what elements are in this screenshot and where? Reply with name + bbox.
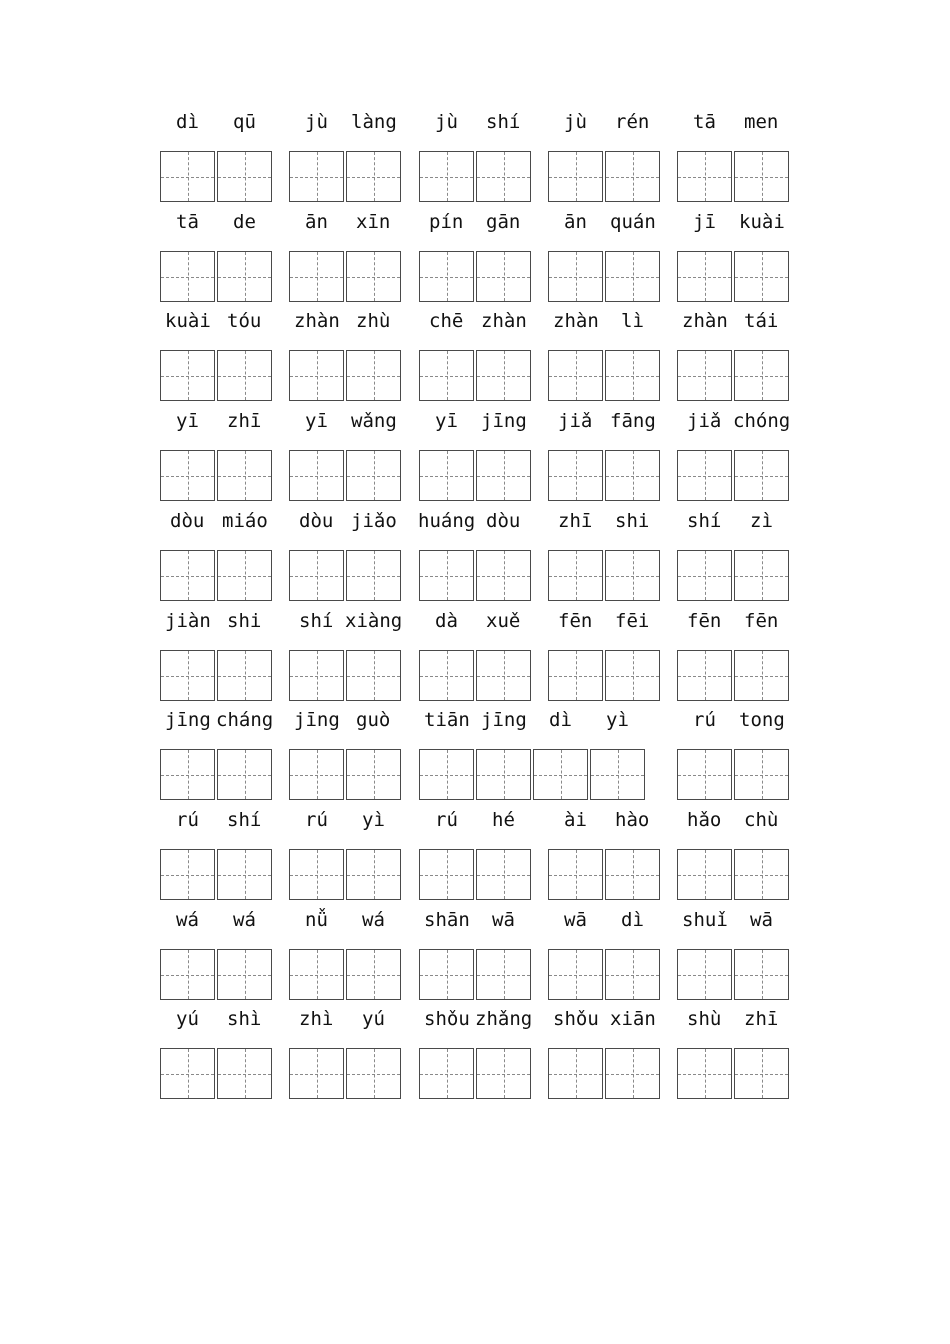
pinyin-syllable: wā: [492, 909, 515, 931]
pinyin-syllable: zhǎng: [475, 1008, 533, 1030]
writing-cell[interactable]: [217, 849, 272, 900]
pinyin-syllable: wā: [750, 909, 773, 931]
pinyin-syllable: huáng: [418, 510, 476, 532]
writing-cell[interactable]: [476, 350, 531, 401]
pinyin-syllable: zì: [750, 510, 773, 532]
pinyin-syllable: dà: [435, 610, 458, 632]
pinyin-syllable: zhī: [558, 510, 593, 532]
writing-cell[interactable]: [605, 1048, 660, 1099]
writing-cell[interactable]: [289, 251, 344, 302]
writing-cell[interactable]: [217, 151, 272, 202]
writing-cell[interactable]: [289, 550, 344, 601]
writing-cell[interactable]: [548, 949, 603, 1000]
writing-cell[interactable]: [476, 1048, 531, 1099]
writing-cell[interactable]: [605, 849, 660, 900]
pinyin-syllable: dì: [549, 709, 572, 731]
pinyin-syllable: yī: [435, 410, 458, 432]
writing-cell[interactable]: [677, 251, 732, 302]
pinyin-syllable: chóng: [733, 410, 791, 432]
pinyin-syllable: ài: [564, 809, 587, 831]
writing-cell[interactable]: [160, 450, 215, 501]
writing-cell[interactable]: [548, 350, 603, 401]
pinyin-syllable: fēn: [687, 610, 722, 632]
writing-cell[interactable]: [590, 749, 645, 800]
writing-cell[interactable]: [160, 1048, 215, 1099]
writing-cell[interactable]: [677, 749, 732, 800]
writing-cell[interactable]: [217, 650, 272, 701]
pinyin-syllable: shǒu: [553, 1008, 599, 1030]
writing-cell[interactable]: [419, 251, 474, 302]
writing-cell[interactable]: [734, 350, 789, 401]
pinyin-syllable: rú: [176, 809, 199, 831]
writing-cell[interactable]: [677, 450, 732, 501]
pinyin-syllable: shí: [687, 510, 722, 532]
pinyin-syllable: shí: [486, 111, 521, 133]
pinyin-syllable: guò: [356, 709, 391, 731]
pinyin-syllable: dòu: [299, 510, 334, 532]
pinyin-syllable: shǒu: [424, 1008, 470, 1030]
writing-cell[interactable]: [476, 949, 531, 1000]
pinyin-syllable: tā: [176, 211, 199, 233]
pinyin-syllable: shí: [299, 610, 334, 632]
pinyin-syllable: ān: [305, 211, 328, 233]
pinyin-syllable: yú: [176, 1008, 199, 1030]
pinyin-syllable: tā: [693, 111, 716, 133]
pinyin-syllable: quán: [610, 211, 656, 233]
writing-cell[interactable]: [605, 450, 660, 501]
writing-cell[interactable]: [548, 550, 603, 601]
pinyin-syllable: jù: [435, 111, 458, 133]
writing-cell[interactable]: [419, 350, 474, 401]
writing-cell[interactable]: [476, 749, 531, 800]
writing-cell[interactable]: [289, 650, 344, 701]
writing-cell[interactable]: [605, 251, 660, 302]
writing-cell[interactable]: [548, 849, 603, 900]
writing-cell[interactable]: [677, 1048, 732, 1099]
pinyin-syllable: ān: [564, 211, 587, 233]
writing-cell[interactable]: [419, 1048, 474, 1099]
pinyin-syllable: tong: [739, 709, 785, 731]
pinyin-syllable: jīng: [481, 410, 527, 432]
writing-cell[interactable]: [289, 949, 344, 1000]
pinyin-syllable: hào: [615, 809, 650, 831]
writing-cell[interactable]: [677, 550, 732, 601]
writing-cell[interactable]: [346, 650, 401, 701]
pinyin-syllable: xuě: [486, 610, 521, 632]
pinyin-syllable: zhī: [227, 410, 262, 432]
pinyin-syllable: rú: [693, 709, 716, 731]
writing-cell[interactable]: [734, 151, 789, 202]
writing-cell[interactable]: [605, 650, 660, 701]
pinyin-syllable: kuài: [165, 310, 211, 332]
writing-cell[interactable]: [289, 151, 344, 202]
writing-cell[interactable]: [160, 949, 215, 1000]
pinyin-syllable: wá: [176, 909, 199, 931]
writing-cell[interactable]: [346, 550, 401, 601]
pinyin-syllable: wā: [564, 909, 587, 931]
writing-cell[interactable]: [476, 849, 531, 900]
pinyin-syllable: jīng: [165, 709, 211, 731]
pinyin-syllable: xiàng: [345, 610, 403, 632]
writing-cell[interactable]: [677, 650, 732, 701]
pinyin-syllable: tái: [744, 310, 779, 332]
pinyin-syllable: shān: [424, 909, 470, 931]
pinyin-syllable: shì: [227, 1008, 262, 1030]
pinyin-syllable: cháng: [216, 709, 274, 731]
pinyin-syllable: lì: [621, 310, 644, 332]
pinyin-syllable: xiān: [610, 1008, 656, 1030]
pinyin-syllable: men: [744, 111, 779, 133]
writing-cell[interactable]: [419, 550, 474, 601]
writing-cell[interactable]: [289, 749, 344, 800]
pinyin-syllable: zhī: [744, 1008, 779, 1030]
pinyin-syllable: chē: [429, 310, 464, 332]
pinyin-syllable: fēi: [615, 610, 650, 632]
writing-cell[interactable]: [346, 450, 401, 501]
pinyin-syllable: yī: [305, 410, 328, 432]
writing-cell[interactable]: [734, 450, 789, 501]
pinyin-syllable: nǚ: [305, 909, 328, 931]
writing-cell[interactable]: [419, 949, 474, 1000]
writing-cell[interactable]: [346, 151, 401, 202]
pinyin-syllable: wá: [233, 909, 256, 931]
pinyin-syllable: zhàn: [553, 310, 599, 332]
pinyin-syllable: fēn: [744, 610, 779, 632]
writing-cell[interactable]: [346, 849, 401, 900]
pinyin-syllable: dòu: [486, 510, 521, 532]
pinyin-syllable: gān: [486, 211, 521, 233]
writing-cell[interactable]: [346, 749, 401, 800]
writing-cell[interactable]: [217, 251, 272, 302]
writing-cell[interactable]: [605, 350, 660, 401]
writing-cell[interactable]: [289, 450, 344, 501]
pinyin-syllable: shi: [615, 510, 650, 532]
pinyin-syllable: jù: [305, 111, 328, 133]
writing-cell[interactable]: [160, 650, 215, 701]
writing-cell[interactable]: [419, 650, 474, 701]
pinyin-syllable: jīng: [481, 709, 527, 731]
writing-cell[interactable]: [548, 251, 603, 302]
writing-cell[interactable]: [605, 949, 660, 1000]
writing-cell[interactable]: [548, 1048, 603, 1099]
writing-cell[interactable]: [476, 550, 531, 601]
pinyin-syllable: shí: [227, 809, 262, 831]
writing-cell[interactable]: [160, 251, 215, 302]
pinyin-syllable: yì: [362, 809, 385, 831]
pinyin-syllable: shi: [227, 610, 262, 632]
pinyin-syllable: chù: [744, 809, 779, 831]
writing-cell[interactable]: [734, 1048, 789, 1099]
pinyin-syllable: yī: [176, 410, 199, 432]
writing-cell[interactable]: [217, 550, 272, 601]
pinyin-syllable: de: [233, 211, 256, 233]
writing-cell[interactable]: [160, 849, 215, 900]
writing-cell[interactable]: [548, 650, 603, 701]
writing-cell[interactable]: [419, 749, 474, 800]
pinyin-syllable: miáo: [222, 510, 268, 532]
writing-cell[interactable]: [605, 550, 660, 601]
writing-cell[interactable]: [217, 749, 272, 800]
writing-cell[interactable]: [419, 151, 474, 202]
writing-cell[interactable]: [677, 350, 732, 401]
pinyin-syllable: jī: [693, 211, 716, 233]
pinyin-syllable: jiǎ: [558, 410, 593, 432]
writing-cell[interactable]: [419, 849, 474, 900]
writing-cell[interactable]: [734, 749, 789, 800]
writing-cell[interactable]: [346, 350, 401, 401]
writing-cell[interactable]: [346, 1048, 401, 1099]
writing-cell[interactable]: [734, 251, 789, 302]
writing-cell[interactable]: [217, 1048, 272, 1099]
writing-cell[interactable]: [160, 550, 215, 601]
writing-cell[interactable]: [605, 151, 660, 202]
pinyin-syllable: dì: [621, 909, 644, 931]
pinyin-syllable: yì: [606, 709, 629, 731]
pinyin-syllable: kuài: [739, 211, 785, 233]
pinyin-syllable: dòu: [170, 510, 205, 532]
pinyin-syllable: hǎo: [687, 809, 722, 831]
pinyin-syllable: jiǎo: [351, 510, 397, 532]
pinyin-syllable: shuǐ: [682, 909, 728, 931]
pinyin-syllable: wá: [362, 909, 385, 931]
writing-cell[interactable]: [217, 450, 272, 501]
writing-cell[interactable]: [419, 450, 474, 501]
writing-cell[interactable]: [476, 151, 531, 202]
pinyin-syllable: tiān: [424, 709, 470, 731]
writing-cell[interactable]: [346, 949, 401, 1000]
writing-cell[interactable]: [677, 849, 732, 900]
pinyin-syllable: dì: [176, 111, 199, 133]
pinyin-syllable: xīn: [356, 211, 391, 233]
writing-cell[interactable]: [734, 949, 789, 1000]
writing-cell[interactable]: [217, 949, 272, 1000]
pinyin-syllable: zhù: [356, 310, 391, 332]
pinyin-syllable: jiǎ: [687, 410, 722, 432]
pinyin-syllable: jīng: [294, 709, 340, 731]
writing-cell[interactable]: [734, 650, 789, 701]
writing-cell[interactable]: [217, 350, 272, 401]
pinyin-syllable: zhàn: [294, 310, 340, 332]
writing-cell[interactable]: [476, 650, 531, 701]
writing-cell[interactable]: [289, 849, 344, 900]
writing-cell[interactable]: [476, 251, 531, 302]
writing-cell[interactable]: [677, 151, 732, 202]
pinyin-syllable: rú: [305, 809, 328, 831]
pinyin-syllable: zhàn: [481, 310, 527, 332]
pinyin-syllable: qū: [233, 111, 256, 133]
pinyin-syllable: shù: [687, 1008, 722, 1030]
writing-cell[interactable]: [160, 749, 215, 800]
pinyin-syllable: rú: [435, 809, 458, 831]
pinyin-syllable: làng: [351, 111, 397, 133]
writing-cell[interactable]: [734, 849, 789, 900]
pinyin-syllable: fēn: [558, 610, 593, 632]
writing-cell[interactable]: [160, 350, 215, 401]
writing-cell[interactable]: [476, 450, 531, 501]
writing-cell[interactable]: [160, 151, 215, 202]
pinyin-syllable: jiàn: [165, 610, 211, 632]
pinyin-syllable: zhì: [299, 1008, 334, 1030]
pinyin-syllable: hé: [492, 809, 515, 831]
pinyin-syllable: fāng: [610, 410, 656, 432]
pinyin-syllable: jù: [564, 111, 587, 133]
pinyin-syllable: yú: [362, 1008, 385, 1030]
pinyin-syllable: rén: [615, 111, 650, 133]
writing-cell[interactable]: [289, 1048, 344, 1099]
pinyin-syllable: wǎng: [351, 410, 397, 432]
writing-cell[interactable]: [677, 949, 732, 1000]
writing-cell[interactable]: [289, 350, 344, 401]
writing-cell[interactable]: [734, 550, 789, 601]
writing-cell[interactable]: [346, 251, 401, 302]
writing-cell[interactable]: [548, 151, 603, 202]
writing-cell[interactable]: [548, 450, 603, 501]
pinyin-syllable: pín: [429, 211, 464, 233]
pinyin-syllable: zhàn: [682, 310, 728, 332]
writing-cell[interactable]: [533, 749, 588, 800]
pinyin-syllable: tóu: [227, 310, 262, 332]
